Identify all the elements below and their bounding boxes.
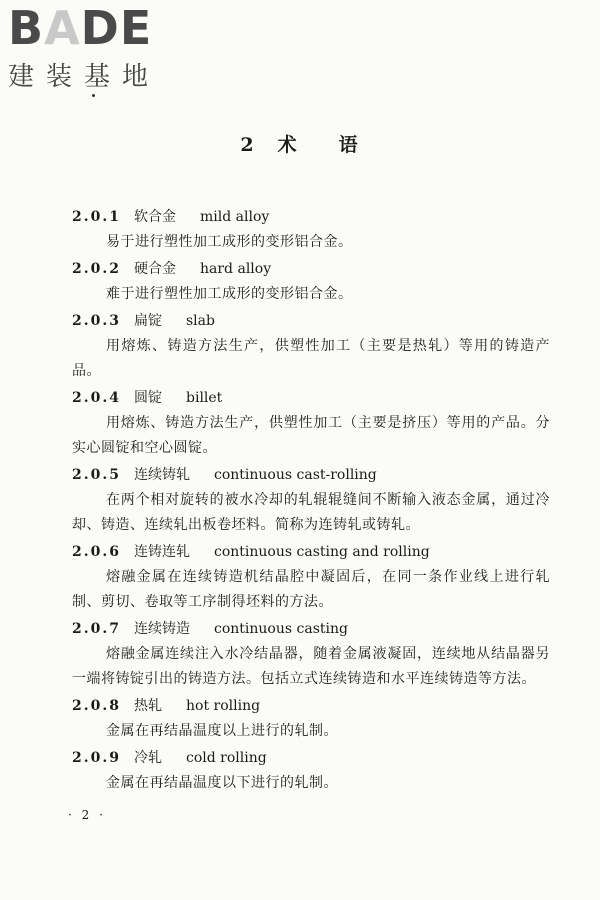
term-chinese: 连铸连轧 (134, 544, 190, 560)
term-number: 2.0.1 (72, 209, 121, 225)
term-english: continuous casting and rolling (214, 544, 430, 560)
term-chinese: 冷轧 (134, 750, 162, 766)
term-definition: 熔融金属在连续铸造机结晶腔中凝固后，在同一条作业线上进行轧制、剪切、卷取等工序制得坯料的方法。 (72, 569, 550, 610)
term-english: continuous casting (214, 621, 348, 637)
term-number: 2.0.9 (72, 750, 121, 766)
term-chinese: 软合金 (134, 209, 176, 225)
term-english: cold rolling (186, 750, 267, 766)
term-entry (72, 206, 550, 255)
term-definition: 用熔炼、铸造方法生产，供塑性加工（主要是热轧）等用的铸造产品。 (72, 338, 550, 379)
term-english: hard alloy (200, 261, 272, 277)
term-heading (72, 695, 550, 717)
term-chinese: 连续铸造 (134, 621, 190, 637)
section-title-char-2: 语 (338, 134, 360, 156)
section-title-char-1: 术 (277, 134, 299, 156)
term-definition: 金属在再结晶温度以下进行的轧制。 (106, 775, 338, 791)
term-entry (72, 695, 550, 744)
term-english: hot rolling (186, 698, 261, 714)
term-number: 2.0.8 (72, 698, 121, 714)
term-number: 2.0.5 (72, 467, 121, 483)
term-chinese: 热轧 (134, 698, 162, 714)
term-definition: 熔融金属连续注入水冷结晶器，随着金属液凝固，连续地从结晶器另一端将铸锭引出的铸造方法。包括立式连续铸造和水平连续铸造等方法。 (72, 646, 550, 687)
term-definition: 金属在再结晶温度以上进行的轧制。 (106, 723, 338, 739)
terms-list (72, 206, 550, 799)
term-entry (72, 541, 550, 615)
logo-wordmark: BADE (8, 1, 153, 55)
section-number: 2 (240, 134, 256, 156)
term-number: 2.0.6 (72, 544, 121, 560)
term-chinese: 硬合金 (134, 261, 176, 277)
term-heading (72, 618, 550, 640)
term-entry (72, 618, 550, 692)
bade-logo (8, 1, 161, 93)
term-entry (72, 387, 550, 461)
term-entry (72, 310, 550, 384)
term-entry (72, 747, 550, 796)
term-definition: 难于进行塑性加工成形的变形铝合金。 (106, 286, 353, 302)
term-definition: 用熔炼、铸造方法生产，供塑性加工（主要是挤压）等用的产品。分实心圆锭和空心圆锭。 (72, 415, 550, 456)
term-definition: 在两个相对旋转的被水冷却的轧辊辊缝间不断输入液态金属，通过冷却、铸造、连续轧出板卷坯料。简称为连铸轧或铸轧。 (72, 492, 550, 533)
term-heading (72, 747, 550, 769)
term-english: continuous cast-rolling (214, 467, 377, 483)
term-number: 2.0.4 (72, 390, 121, 406)
term-english: slab (186, 313, 215, 329)
term-heading (72, 258, 550, 280)
term-english: mild alloy (200, 209, 270, 225)
term-heading (72, 206, 550, 228)
term-number: 2.0.2 (72, 261, 121, 277)
term-definition: 易于进行塑性加工成形的变形铝合金。 (106, 234, 353, 250)
term-chinese: 扁锭 (134, 313, 162, 329)
term-chinese: 连续铸轧 (134, 467, 190, 483)
scan-speck (92, 94, 95, 97)
term-english: billet (186, 390, 223, 406)
term-heading (72, 310, 550, 332)
section-title (0, 130, 600, 157)
page-number: · 2 · (68, 808, 106, 822)
logo-subtitle: 建装基地 (8, 62, 161, 92)
term-number: 2.0.3 (72, 313, 121, 329)
term-heading (72, 387, 550, 409)
term-chinese: 圆锭 (134, 390, 162, 406)
term-number: 2.0.7 (72, 621, 121, 637)
term-entry (72, 464, 550, 538)
term-entry (72, 258, 550, 307)
term-heading (72, 464, 550, 486)
term-heading (72, 541, 550, 563)
